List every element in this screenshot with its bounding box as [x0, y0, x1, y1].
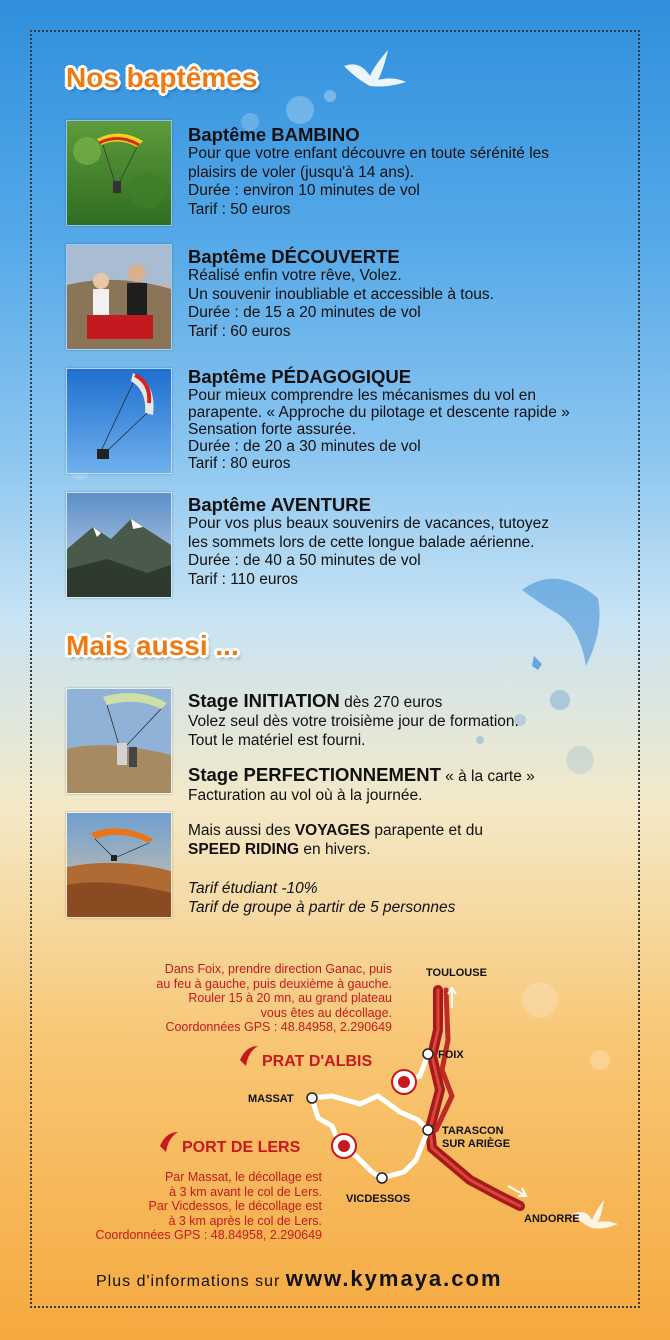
tarifs-speciaux — [188, 880, 618, 917]
description-line: Volez seul dès votre troisième jour de formation. — [188, 713, 519, 730]
title-suffix: « à la carte » — [440, 768, 535, 785]
speed-riding-line — [188, 841, 618, 860]
description-line: plaisirs de voler (jusqu'à 14 ans). — [188, 163, 415, 181]
photo-initiation — [66, 688, 172, 794]
title-suffix: dès 270 euros — [339, 694, 443, 711]
bapteme-title — [188, 494, 618, 515]
price-line: Tarif : 60 euros — [188, 322, 291, 340]
town-tarascon: TARASCON — [442, 1125, 504, 1137]
title-name: PÉDAGOGIQUE — [271, 366, 412, 387]
photo-bambino — [66, 120, 172, 226]
section-title-mais-aussi: Mais aussi ... — [66, 630, 239, 661]
stage-perfectionnement — [188, 764, 618, 806]
speed-riding-label: SPEED RIDING — [188, 840, 300, 858]
town-sur-ariege: SUR ARIÈGE — [442, 1138, 511, 1150]
tarif-groupe: Tarif de groupe à partir de 5 personnes — [188, 898, 456, 916]
title-name: INITIATION — [243, 690, 340, 711]
access-map — [0, 950, 670, 1240]
bapteme-pedagogique — [188, 366, 618, 472]
town-foix: FOIX — [438, 1049, 464, 1061]
price-line: Tarif : 50 euros — [188, 200, 291, 218]
town-vicdessos: VICDESSOS — [346, 1193, 411, 1205]
road-vicdessos-tarascon — [382, 1130, 428, 1178]
note-line: au feu à gauche, puis deuxième à gauche. — [156, 976, 392, 991]
main-road — [430, 990, 520, 1206]
town-massat: MASSAT — [248, 1093, 294, 1105]
stage-title — [188, 764, 618, 787]
note-line: Rouler 15 à 20 mn, au grand plateau — [188, 991, 392, 1005]
text-segment: Mais aussi des — [188, 822, 295, 839]
photo-voyages — [66, 812, 172, 918]
note-line: à 3 km après le col de Lers. — [168, 1213, 322, 1228]
voyages-label: VOYAGES — [294, 822, 371, 839]
stage-initiation — [188, 690, 618, 750]
footer — [96, 1266, 503, 1292]
bapteme-decouverte — [188, 246, 618, 341]
bapteme-title — [188, 246, 618, 267]
photo-pedagogique — [66, 368, 172, 474]
description-line: parapente. « Approche du pilotage et descente rapide » — [188, 404, 570, 421]
voyages-line — [188, 822, 618, 841]
description-line: Réalisé enfin votre rêve, Volez. — [188, 267, 402, 284]
town-dot — [307, 1093, 317, 1103]
description-line: Tout le matériel est fourni. — [188, 731, 366, 749]
title-name: PERFECTIONNEMENT — [243, 764, 441, 785]
note-line: Par Vicdessos, le décollage est — [148, 1199, 322, 1213]
title-prefix: Baptême — [188, 494, 271, 515]
arrow-right-icon — [508, 1186, 526, 1196]
description-line: Pour vos plus beaux souvenirs de vacances, tutoyez — [188, 515, 550, 532]
title-name: DÉCOUVERTE — [271, 246, 400, 267]
text-segment: parapente et du — [370, 822, 483, 839]
site-prat-albis: PRAT D'ALBIS — [262, 1053, 373, 1070]
title-prefix: Baptême — [188, 366, 272, 387]
description-line: Facturation au vol où à la journée. — [188, 787, 423, 804]
title-prefix: Stage — [188, 764, 244, 785]
description-line: Pour mieux comprendre les mécanismes du vol en — [188, 387, 537, 404]
note-line: Dans Foix, prendre direction Ganac, puis — [164, 962, 392, 976]
voyages-speed-riding — [188, 822, 618, 859]
stage-title — [188, 690, 618, 713]
duration-line: Durée : de 40 a 50 minutes de vol — [188, 552, 421, 569]
town-dot — [423, 1125, 433, 1135]
bapteme-aventure — [188, 494, 618, 589]
bapteme-title — [188, 124, 618, 145]
footer-text: Plus d'informations sur — [96, 1273, 286, 1290]
town-andorre: ANDORRE — [524, 1213, 580, 1225]
section-title-baptemes: Nos baptêmes — [66, 62, 258, 93]
tarif-etudiant: Tarif étudiant -10% — [188, 880, 318, 897]
town-toulouse: TOULOUSE — [426, 967, 487, 979]
town-dot — [377, 1173, 387, 1183]
title-prefix: Stage — [188, 690, 244, 711]
town-dot — [423, 1049, 433, 1059]
title-name: AVENTURE — [270, 494, 371, 515]
description-line: Pour que votre enfant découvre en toute sérénité les — [188, 145, 550, 162]
paraglider-icon — [240, 1046, 258, 1066]
duration-line: Durée : environ 10 minutes de vol — [188, 182, 420, 199]
gps-line: Coordonnées GPS : 48.84958, 2.290649 — [165, 1020, 392, 1034]
note-line: Par Massat, le décollage est — [164, 1170, 322, 1184]
duration-line: Durée : de 20 a 30 minutes de vol — [188, 438, 421, 455]
duration-line: Durée : de 15 a 20 minutes de vol — [188, 304, 421, 321]
note-line: à 3 km avant le col de Lers. — [169, 1184, 322, 1199]
arrow-up-icon — [448, 988, 456, 1008]
paraglider-icon — [160, 1132, 178, 1152]
description-line: Sensation forte assurée. — [188, 421, 357, 438]
description-line: les sommets lors de cette longue balade aérienne. — [188, 533, 535, 551]
title-name: BAMBINO — [271, 124, 360, 145]
bapteme-bambino — [188, 124, 618, 219]
site-port-lers: PORT DE LERS — [182, 1139, 301, 1156]
note-line: vous êtes au décollage. — [260, 1005, 392, 1020]
title-prefix: Baptême — [188, 124, 272, 145]
bapteme-title — [188, 366, 618, 387]
photo-aventure — [66, 492, 172, 598]
gps-line: Coordonnées GPS : 48.84958, 2.290649 — [95, 1228, 322, 1242]
photo-decouverte — [66, 244, 172, 350]
description-line: Un souvenir inoubliable et accessible à tous. — [188, 285, 494, 303]
price-line: Tarif : 110 euros — [188, 570, 298, 588]
website-link[interactable]: www.kymaya.com — [285, 1266, 503, 1291]
title-prefix: Baptême — [188, 246, 272, 267]
price-line: Tarif : 80 euros — [188, 455, 291, 472]
text-segment: en hivers. — [299, 840, 371, 858]
